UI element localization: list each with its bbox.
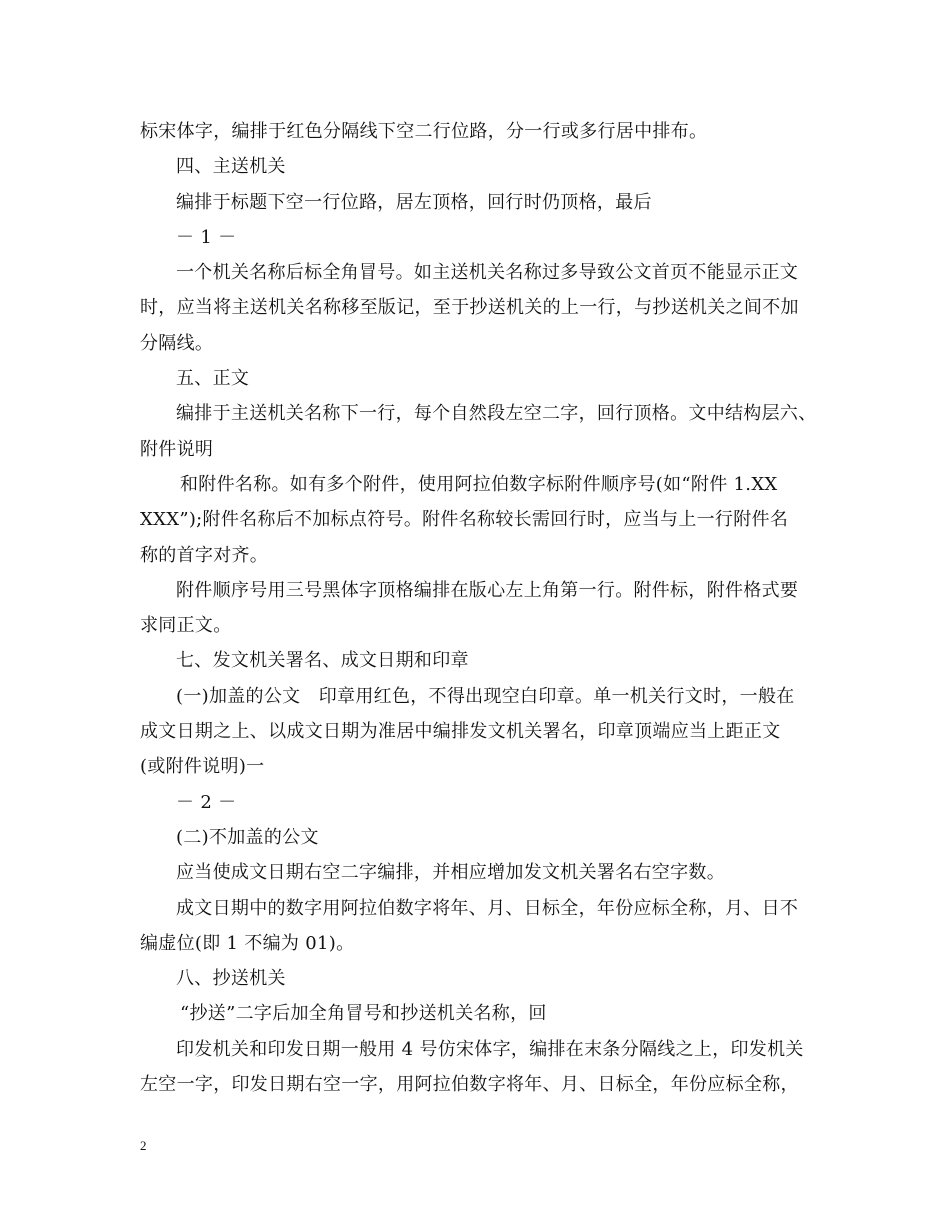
text-line: “抄送”二字后加全角冒号和抄送机关名称，回	[180, 1003, 547, 1025]
text-line: 分隔线。	[140, 332, 214, 354]
page-number: 2	[140, 1138, 147, 1153]
text-line: 和附件名称。如有多个附件，使用阿拉伯数字标附件顺序号(如“附件 1.XX	[180, 473, 778, 495]
text-line: 四、主送机关	[176, 156, 286, 178]
text-line: (或附件说明)一	[140, 756, 265, 778]
document-body	[140, 114, 820, 1102]
text-line: 附件顺序号用三号黑体字顶格编排在版心左上角第一行。附件标，附件格式要	[176, 579, 799, 601]
text-line: 七、发文机关署名、成文日期和印章	[176, 650, 469, 672]
text-line: 时，应当将主送机关名称移至版记，至于抄送机关的上一行，与抄送机关之间不加	[140, 297, 799, 319]
text-line: － 1 －	[176, 226, 237, 248]
text-line: 成文日期中的数字用阿拉伯数字将年、月、日标全，年份应标全称，月、日不	[176, 897, 799, 919]
text-line: 编排于标题下空一行位路，居左顶格，回行时仍顶格，最后	[176, 191, 652, 213]
text-line: 附件说明	[140, 438, 214, 460]
text-line: 左空一字，印发日期右空一字，用阿拉伯数字将年、月、日标全，年份应标全称，	[140, 1074, 799, 1096]
text-line: (一)加盖的公文 印章用红色，不得出现空白印章。单一机关行文时，一般在	[176, 685, 795, 707]
text-line: 编虚位(即 1 不编为 01)。	[140, 932, 355, 954]
text-line: 应当使成文日期右空二字编排，并相应增加发文机关署名右空字数。	[176, 862, 725, 884]
text-line: 八、抄送机关	[176, 968, 286, 990]
text-line: XXX”);附件名称后不加标点符号。附件名称较长需回行时，应当与上一行附件名	[140, 509, 789, 531]
text-line: － 2 －	[176, 791, 237, 813]
text-line: 成文日期之上、以成文日期为准居中编排发文机关署名，印章顶端应当上距正文	[140, 721, 781, 743]
text-line: 求同正文。	[140, 615, 232, 637]
text-line: 标宋体字，编排于红色分隔线下空二行位路，分一行或多行居中排布。	[140, 121, 708, 142]
text-line: 印发机关和印发日期一般用 4 号仿宋体字，编排在末条分隔线之上，印发机关	[176, 1038, 804, 1060]
text-line: (二)不加盖的公文	[176, 826, 319, 848]
text-line: 一个机关名称后标全角冒号。如主送机关名称过多导致公文首页不能显示正文	[176, 262, 799, 284]
text-line: 称的首字对齐。	[140, 544, 269, 566]
text-line: 五、正文	[176, 368, 250, 390]
text-line: 编排于主送机关名称下一行，每个自然段左空二字，回行顶格。文中结构层六、	[176, 403, 817, 425]
